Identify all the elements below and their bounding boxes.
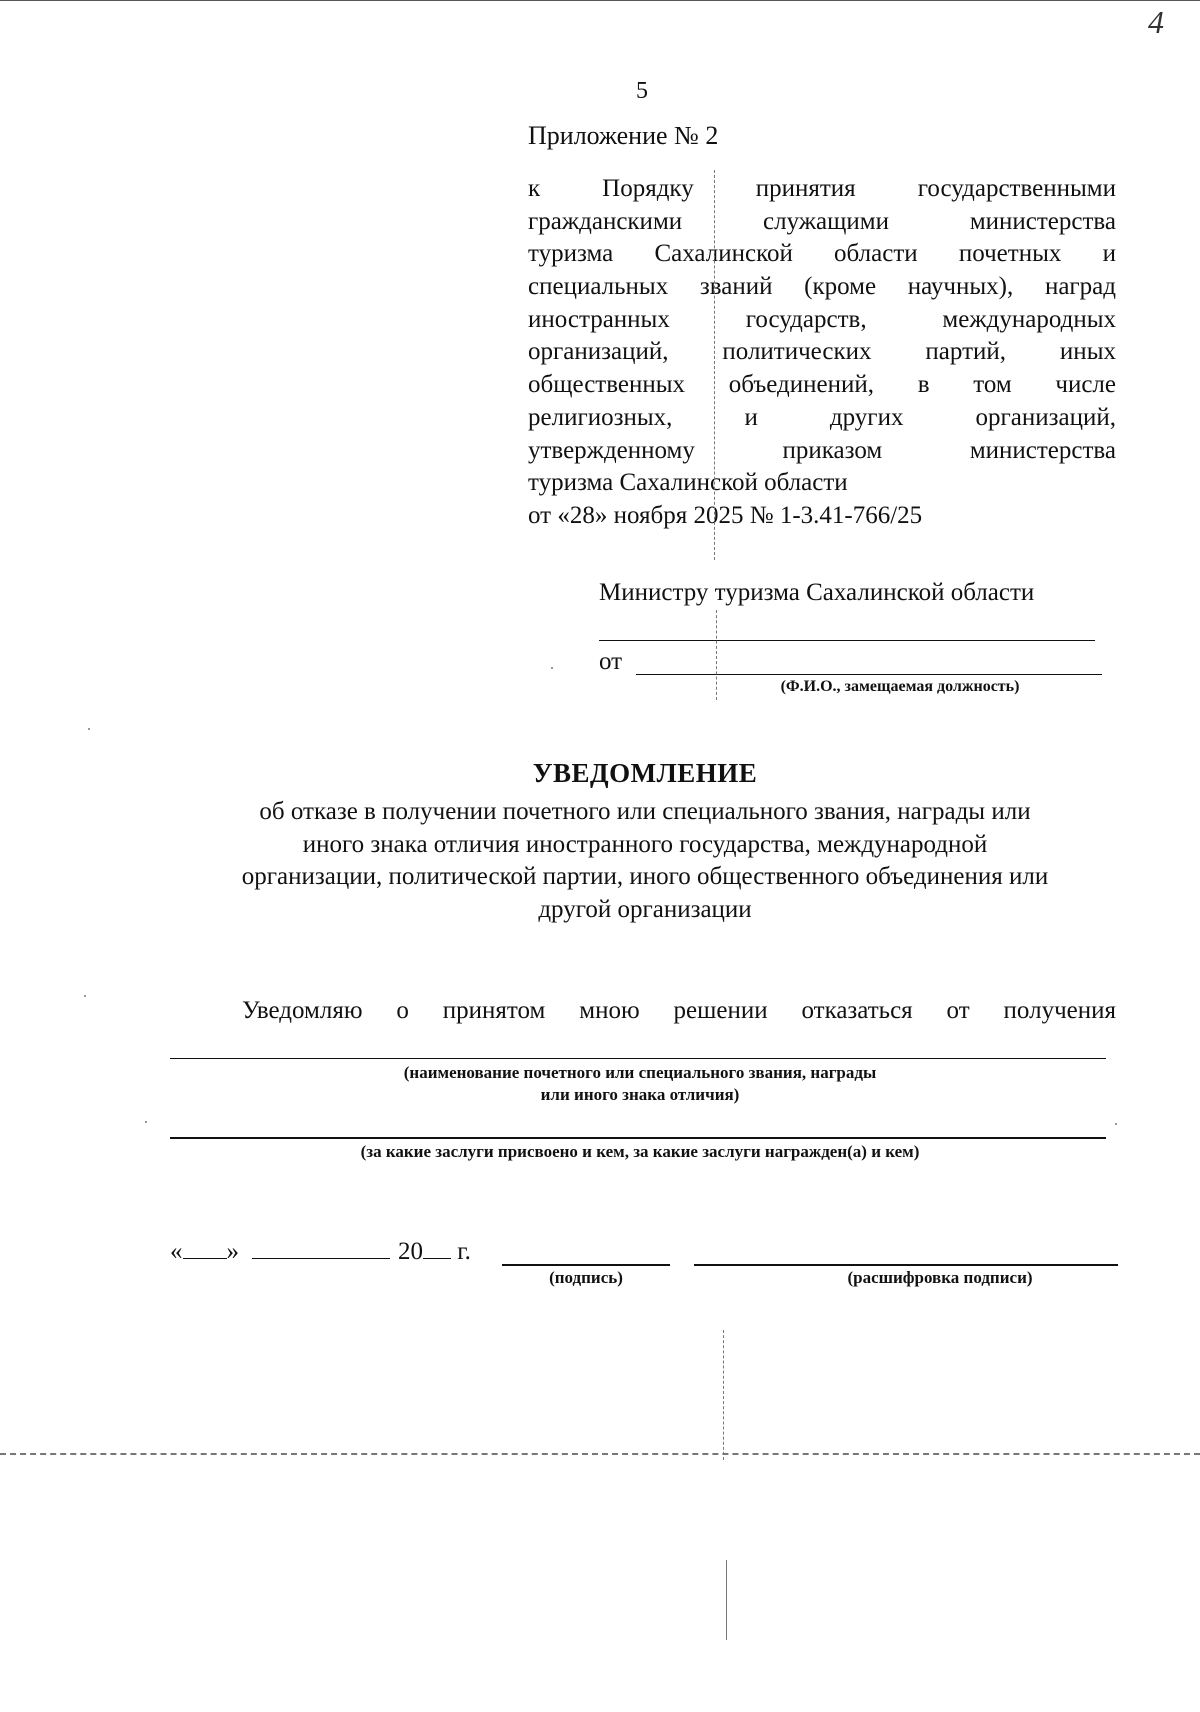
addressee-title: Министру туризма Сахалинской области xyxy=(599,579,1035,606)
subtitle-line: другой организации xyxy=(538,895,752,923)
scan-fold-line xyxy=(0,1453,1200,1455)
scan-fold-mark xyxy=(714,170,715,560)
order-reference-line: гражданскими служащими министерства xyxy=(528,207,1116,235)
signature-blank-line xyxy=(502,1264,670,1266)
scan-speck xyxy=(145,1121,147,1123)
date-day-field xyxy=(170,1236,239,1266)
merits-caption: (за какие заслуги присвоено и кем, за какие заслуги награжден(а) и кем) xyxy=(360,1142,920,1161)
page-number: 5 xyxy=(636,78,648,104)
award-caption-line: или иного знака отличия) xyxy=(540,1085,740,1104)
order-reference-line: специальных званий (кроме научных), наград xyxy=(528,273,1116,301)
merits-blank-line xyxy=(170,1137,1106,1139)
scan-fold-mark xyxy=(716,610,717,700)
signature-decoding-caption: (расшифровка подписи) xyxy=(847,1268,1033,1287)
order-reference-line: религиозных, и других организаций, xyxy=(528,403,1116,431)
scan-fold-mark xyxy=(723,1330,724,1460)
order-reference xyxy=(528,173,1116,533)
scan-fold-mark xyxy=(726,1560,727,1640)
year-prefix: 20 xyxy=(398,1238,423,1265)
from-blank-line xyxy=(636,674,1102,675)
quote-open: « xyxy=(170,1238,183,1265)
subtitle-line: иного знака отличия иностранного государства, международной xyxy=(302,830,988,858)
award-name-caption xyxy=(340,1062,940,1106)
handwritten-page-mark: 4 xyxy=(1148,4,1164,40)
year-blank xyxy=(423,1236,451,1259)
award-caption-line: (наименование почетного или специального звания, награды xyxy=(403,1063,877,1082)
scan-top-border xyxy=(0,0,1200,2)
notification-statement: Уведомляю о принятом мною решении отказаться от получения xyxy=(242,997,1116,1024)
award-name-blank-line xyxy=(170,1058,1106,1059)
subtitle-line: об отказе в получении почетного или специального звания, награды или xyxy=(259,798,1031,825)
subtitle-line: организации, политической партии, иного общественного объединения или xyxy=(241,863,1049,890)
appendix-label: Приложение № 2 xyxy=(528,121,719,150)
year-suffix: г. xyxy=(457,1238,471,1265)
order-reference-line: туризма Сахалинской области почетных и xyxy=(528,240,1116,268)
order-reference-line: утвержденному приказом министерства xyxy=(528,436,1116,464)
from-label: от xyxy=(599,648,623,675)
order-reference-line: общественных объединений, в том числе xyxy=(528,371,1116,399)
order-reference-date: от «28» ноября 2025 № 1-3.41-766/25 xyxy=(528,501,923,529)
order-reference-line: иностранных государств, международных xyxy=(528,305,1116,333)
day-blank xyxy=(183,1236,227,1259)
document-subtitle xyxy=(170,796,1120,926)
signature-decoding-blank-line xyxy=(694,1264,1118,1266)
addressee-blank-line xyxy=(599,640,1095,641)
scan-speck xyxy=(88,728,90,730)
from-caption: (Ф.И.О., замещаемая должность) xyxy=(780,678,1020,695)
order-reference-line: организаций, политических партий, иных xyxy=(528,338,1116,366)
scan-speck xyxy=(551,667,553,669)
scan-speck xyxy=(84,995,86,997)
document-title: УВЕДОМЛЕНИЕ xyxy=(532,758,758,788)
signature-caption: (подпись) xyxy=(549,1268,623,1287)
month-blank xyxy=(252,1236,390,1259)
scan-speck xyxy=(1115,1123,1117,1125)
quote-close: » xyxy=(226,1238,239,1265)
order-reference-line: туризма Сахалинской области xyxy=(528,469,848,497)
date-month-field xyxy=(252,1236,390,1266)
date-year-field xyxy=(398,1236,471,1266)
order-reference-line: к Порядку принятия государственными xyxy=(528,175,1116,202)
